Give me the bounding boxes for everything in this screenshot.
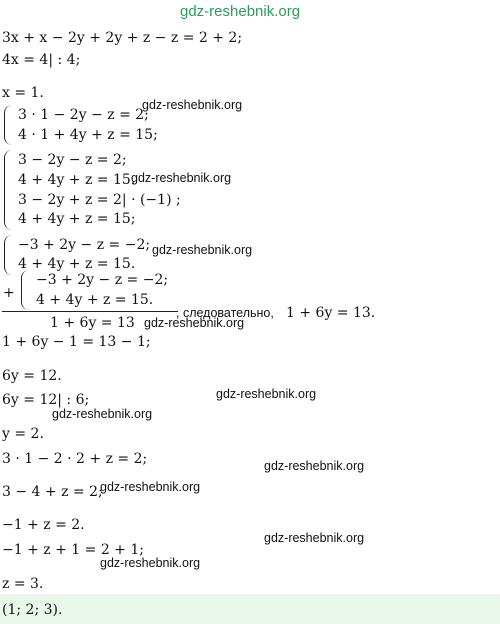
- system-equation: 4 + 4y + z = 15.: [18, 172, 136, 188]
- watermark: gdz-reshebnik.org: [216, 387, 317, 401]
- answer-highlight: [0, 594, 500, 624]
- system-equation: −3 + 2y − z = −2;: [36, 272, 169, 288]
- equation-line: 1 + 6y − 1 = 13 − 1;: [2, 334, 151, 350]
- equation-line: 3x + x − 2y + 2y + z − z = 2 + 2;: [2, 30, 243, 46]
- watermark: gdz-reshebnik.org: [264, 459, 365, 473]
- equation-line: z = 3.: [2, 576, 44, 592]
- equation-line: −1 + z = 2.: [2, 517, 85, 533]
- equation-line: 3 − 4 + z = 2;: [2, 484, 103, 500]
- system-equation: 3 − 2y + z = 2| · (−1) ;: [18, 192, 181, 208]
- system-brace: [4, 105, 13, 145]
- watermark: gdz-reshebnik.org: [131, 171, 232, 185]
- equation-line: 6y = 12| : 6;: [2, 392, 90, 408]
- system-equation: −3 + 2y − z = −2;: [18, 237, 151, 253]
- watermark: gdz-reshebnik.org: [100, 556, 201, 570]
- system-equation: 3 − 2y − z = 2;: [18, 152, 127, 168]
- watermark: gdz-reshebnik.org: [142, 98, 243, 112]
- equation-line: y = 2.: [2, 426, 44, 442]
- system-equation: 4 + 4y + z = 15.: [36, 292, 154, 308]
- system-equation: 3 · 1 − 2y − z = 2;: [18, 107, 149, 123]
- site-watermark-header: gdz-reshebnik.org: [180, 3, 301, 20]
- watermark: gdz-reshebnik.org: [144, 316, 245, 330]
- sum-result: 1 + 6y = 13: [50, 315, 135, 331]
- watermark: gdz-reshebnik.org: [52, 407, 153, 421]
- plus-sign: +: [3, 285, 15, 301]
- equation-line: 6y = 12.: [2, 368, 62, 384]
- system-equation: 4 + 4y + z = 15.: [18, 256, 136, 272]
- conclusion-equation: 1 + 6y = 13.: [286, 305, 376, 321]
- equation-line: 4x = 4| : 4;: [2, 52, 81, 68]
- sum-rule: [2, 311, 178, 312]
- equation-line: 3 · 1 − 2 · 2 + z = 2;: [2, 451, 148, 467]
- system-brace: [4, 150, 13, 230]
- watermark: gdz-reshebnik.org: [264, 531, 365, 545]
- system-equation: 4 + 4y + z = 15;: [18, 211, 136, 227]
- system-brace: [4, 235, 13, 275]
- watermark: gdz-reshebnik.org: [152, 243, 253, 257]
- conclusion-text: , следовательно,: [176, 306, 274, 320]
- equation-line: x = 1.: [2, 85, 44, 101]
- system-brace: [21, 270, 30, 310]
- final-answer: (1; 2; 3).: [2, 602, 63, 618]
- watermark: gdz-reshebnik.org: [100, 480, 201, 494]
- system-equation: 4 · 1 + 4y + z = 15;: [18, 127, 158, 143]
- equation-line: −1 + z + 1 = 2 + 1;: [2, 542, 144, 558]
